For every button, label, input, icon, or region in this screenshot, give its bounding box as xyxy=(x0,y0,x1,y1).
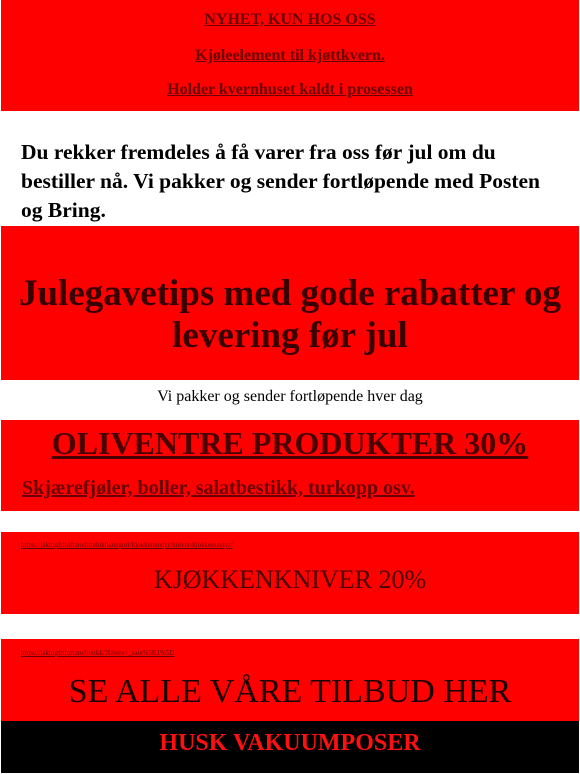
christmas-gift-title: Julegavetips med gode rabatter og levering før jul xyxy=(19,273,561,356)
shipping-notice-text: Du rekker fremdeles å få varer fra oss før jul om du bestiller nå. Vi pakker og sender fortløpende med Posten og Bring. xyxy=(21,140,540,222)
vacuum-bags-title: HUSK VAKUUMPOSER xyxy=(159,730,421,756)
top-promo-banner[interactable] xyxy=(1,0,579,111)
cooling-element-link[interactable]: Kjøleelement til kjøttkvern. xyxy=(195,47,385,64)
olive-products-banner[interactable] xyxy=(1,420,579,511)
kitchen-knives-url-link[interactable]: https://jaktogfriluft.no/produktkategori/kjokkenutstyr/kniver-kjokkenutstyr/ xyxy=(21,541,233,549)
news-headline-link[interactable]: NYHET, KUN HOS OSS xyxy=(204,11,376,28)
olive-products-subtitle-link[interactable]: Skjærefjøler, boller, salatbestikk, turkopp osv. xyxy=(22,477,415,499)
kitchen-knives-banner[interactable] xyxy=(1,532,579,614)
olive-products-link[interactable]: OLIVENTRE PRODUKTER 30% xyxy=(51,425,529,461)
kitchen-knives-title: KJØKKENKNIVER 20% xyxy=(153,565,427,594)
all-offers-banner[interactable] xyxy=(1,639,579,721)
daily-shipping-line xyxy=(1,380,579,420)
all-offers-url-link[interactable]: https://jaktogfriluft.no/butikk/?filters=_sale%5B1%5D xyxy=(21,649,175,657)
grinder-description-link[interactable]: Holder kvernhuset kaldt i prosessen xyxy=(167,81,413,98)
all-offers-title: SE ALLE VÅRE TILBUD HER xyxy=(68,673,512,710)
christmas-gift-banner[interactable] xyxy=(1,226,579,380)
daily-shipping-text: Vi pakker og sender fortløpende hver dag xyxy=(157,388,423,405)
vacuum-bags-banner[interactable] xyxy=(1,721,579,773)
shipping-notice xyxy=(1,111,579,226)
